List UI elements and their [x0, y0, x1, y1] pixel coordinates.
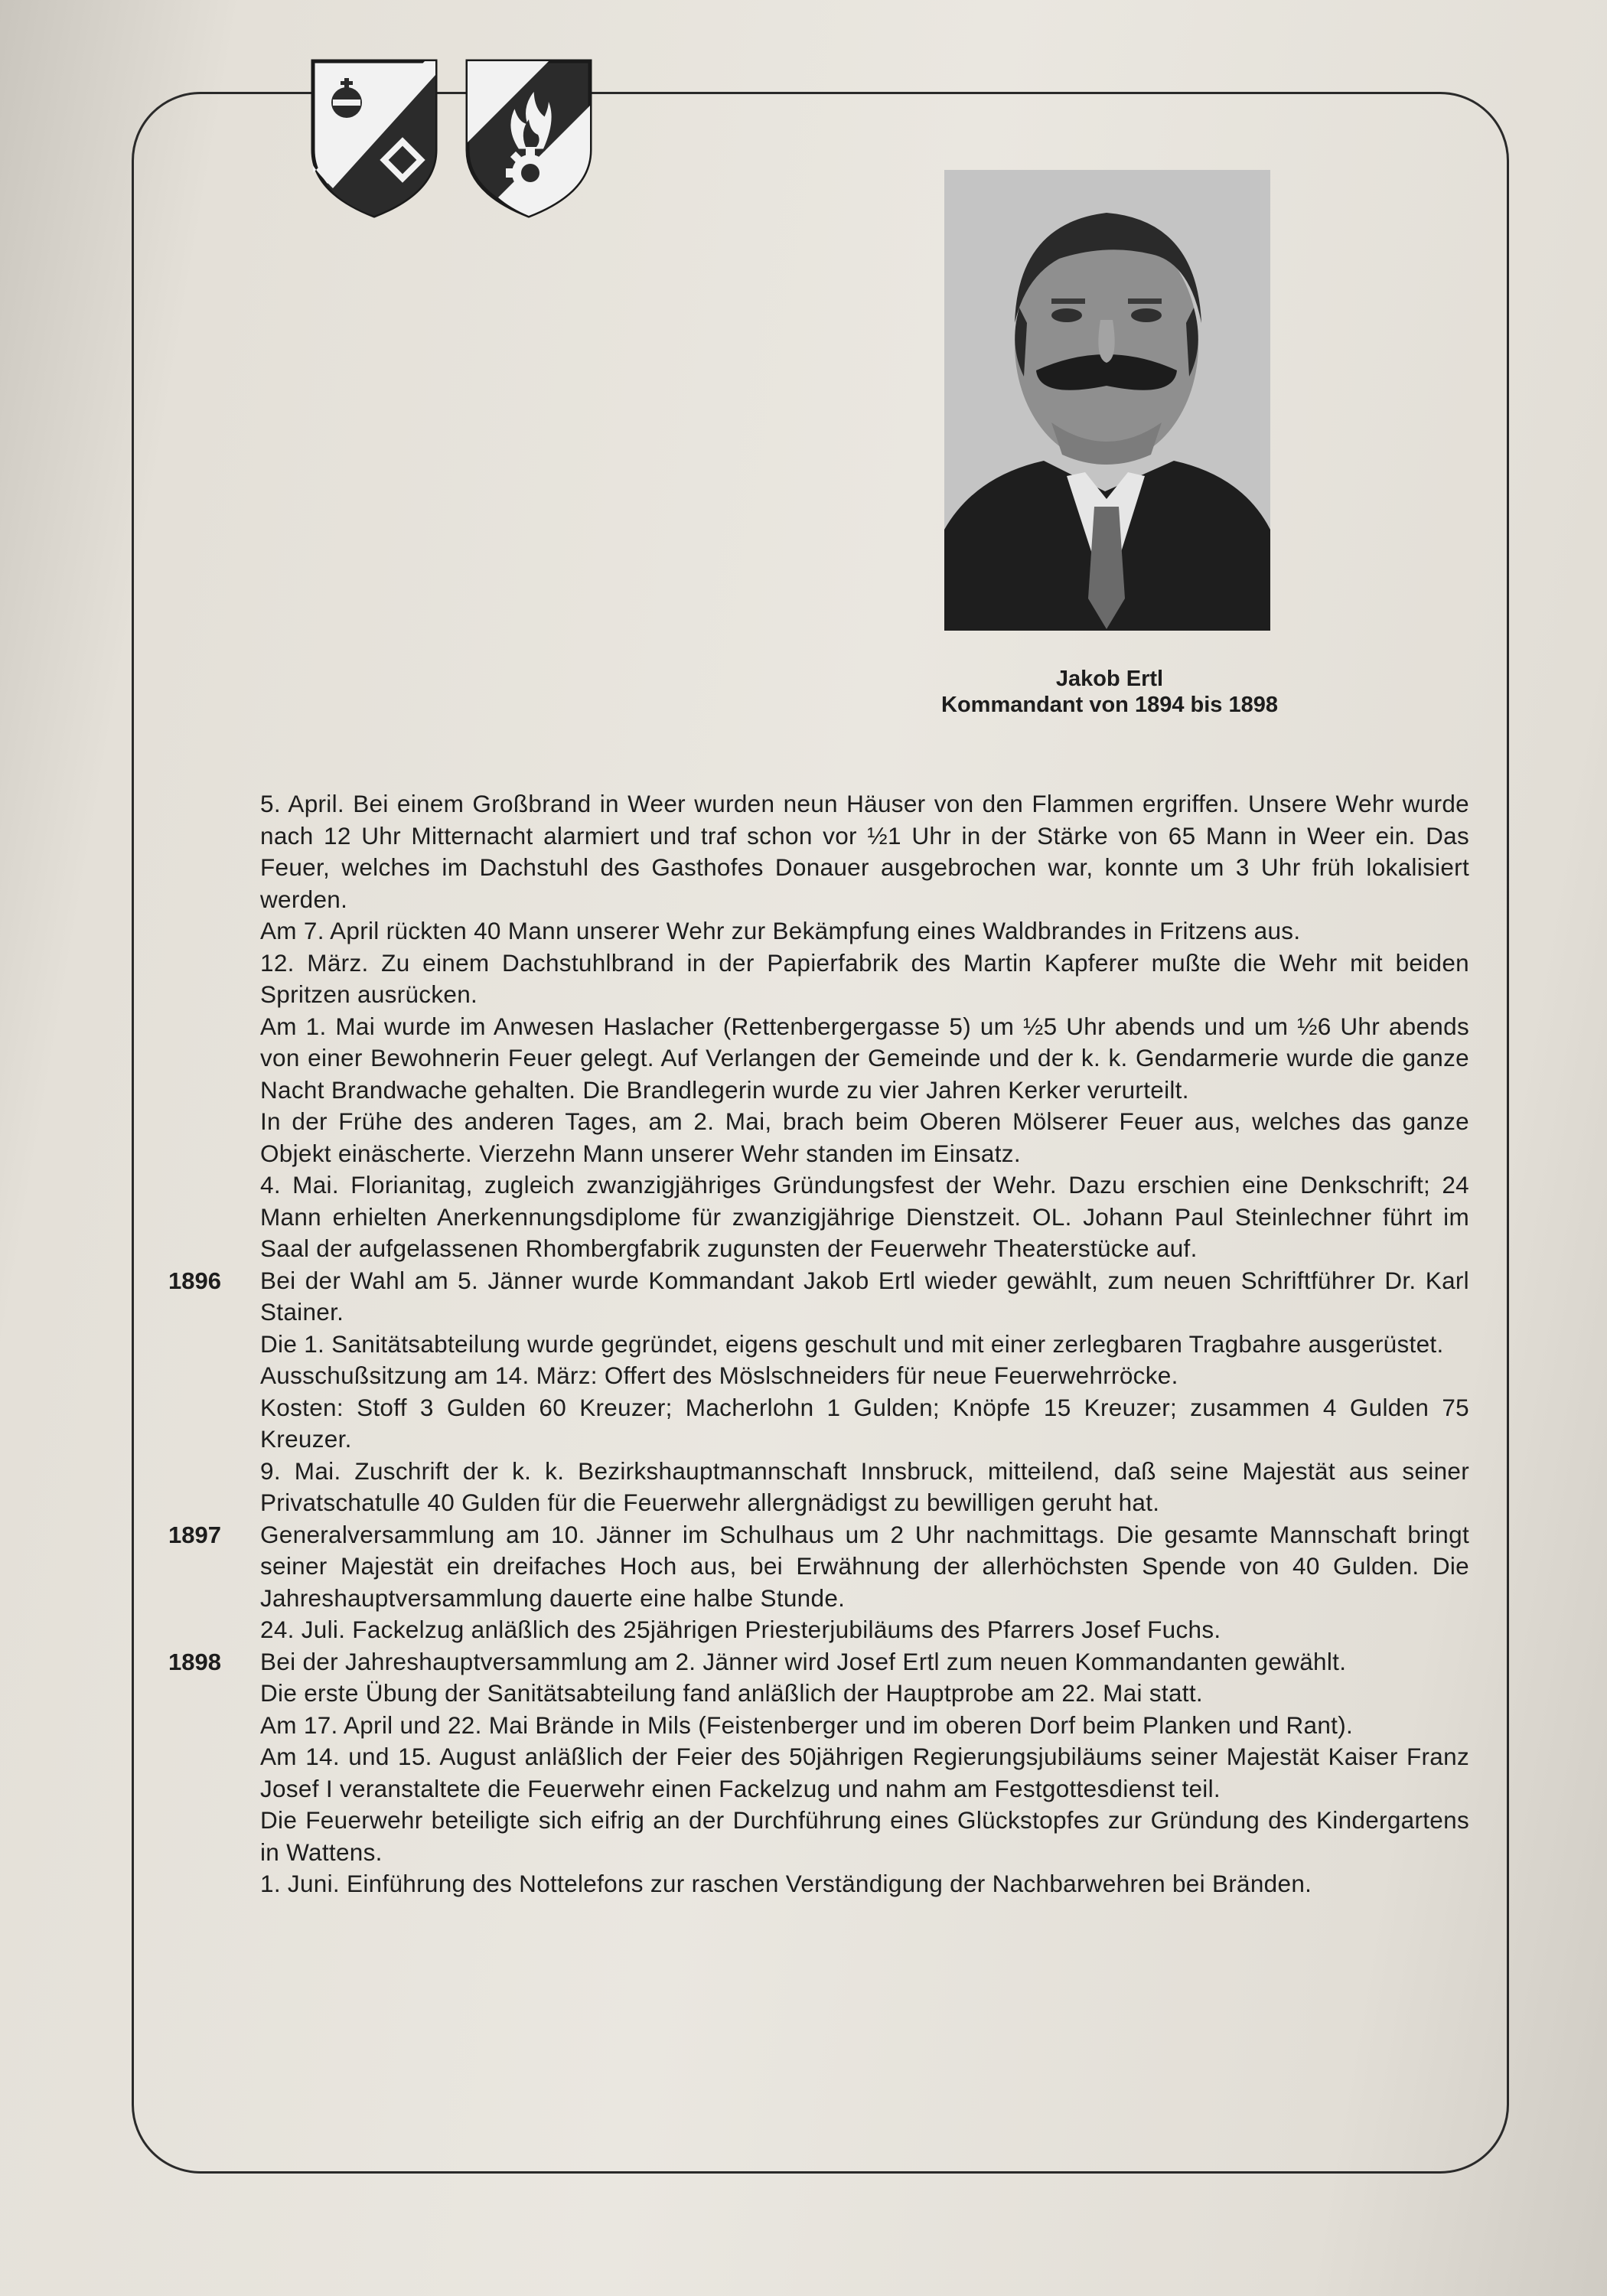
- coat-of-arms-left: [310, 58, 438, 219]
- entry-text: 4. Mai. Florianitag, zugleich zwanzigjähriges Gründungsfest der Wehr. Dazu erschien eine Denkschrift; 24 Mann erhielten Anerkennungsdiplome für zwanzigjährige Dienstzeit. OL. Johann Paul Steinlechner führt im Saal der aufgelassenen Rhombergfabrik zugunsten der Feuerwehr Theaterstücke auf.: [260, 1171, 1469, 1262]
- chronicle-entry: [168, 1392, 1469, 1456]
- chronicle-entry: [168, 1011, 1469, 1107]
- entry-year: 1897: [168, 1521, 221, 1548]
- coat-of-arms-right: [464, 58, 593, 219]
- chronicle-entry: [168, 1646, 1469, 1678]
- chronicle-entry: [168, 1456, 1469, 1519]
- chronicle-entry: [168, 1868, 1469, 1900]
- caption-role: Kommandant von 1894 bis 1898: [941, 693, 1278, 717]
- chronicle-entry: [168, 788, 1469, 915]
- chronicle-entry: [168, 1741, 1469, 1805]
- chronicle-entry: [168, 1805, 1469, 1868]
- entry-text: Am 7. April rückten 40 Mann unserer Wehr zur Bekämpfung eines Waldbrandes in Fritzens aus.: [260, 917, 1301, 944]
- chronicle-entry: [168, 1106, 1469, 1169]
- caption-name: Jakob Ertl: [1055, 667, 1164, 691]
- entry-text: 9. Mai. Zuschrift der k. k. Bezirkshauptmannschaft Innsbruck, mitteilend, daß seine Majestät aus seiner Privatschatulle 40 Gulden für die Feuerwehr allergnädigst zu bewilligen geruht hat.: [260, 1456, 1469, 1516]
- entry-text: Am 14. und 15. August anläßlich der Feier des 50jährigen Regierungsjubiläums seiner Majestät Kaiser Franz Josef I veranstaltete die Feuerwehr einen Fackelzug und nahm am Festgottesdienst teil.: [260, 1743, 1469, 1802]
- entry-text: Die Feuerwehr beteiligte sich eifrig an der Durchführung eines Glückstopfes zur Gründung des Kindergartens in Wattens.: [260, 1806, 1469, 1866]
- entry-text: Kosten: Stoff 3 Gulden 60 Kreuzer; Macherlohn 1 Gulden; Knöpfe 15 Kreuzer; zusammen 4 Gulden 75 Kreuzer.: [260, 1393, 1469, 1453]
- entry-year: 1898: [168, 1648, 221, 1675]
- entry-text: 24. Juli. Fackelzug anläßlich des 25jährigen Priesterjubiläums des Pfarrers Josef Fuchs.: [260, 1616, 1221, 1643]
- entry-text: Die 1. Sanitätsabteilung wurde gegründet, eigens geschult und mit einer zerlegbaren Tragbahre ausgerüstet.: [260, 1329, 1444, 1358]
- chronicle-entry: [168, 915, 1469, 947]
- entry-text: Ausschußsitzung am 14. März: Offert des Möslschneiders für neue Feuerwehrröcke.: [260, 1362, 1178, 1389]
- entry-text: Bei der Wahl am 5. Jänner wurde Kommandant Jakob Ertl wieder gewählt, zum neuen Schriftführer Dr. Karl Stainer.: [260, 1266, 1469, 1326]
- chronicle-entry: [168, 1519, 1469, 1615]
- entry-text: 5. April. Bei einem Großbrand in Weer wurden neun Häuser von den Flammen ergriffen. Unsere Wehr wurde nach 12 Uhr Mitternacht alarmiert und traf schon vor ½1 Uhr in der Stärke von 65 Mann in Weer ein. Das Feuer, welches im Dachstuhl des Gasthofes Donauer ausgebrochen war, konnte um 3 Uhr früh lokalisiert werden.: [260, 790, 1469, 913]
- entry-text: In der Frühe des anderen Tages, am 2. Mai, brach beim Oberen Mölserer Feuer aus, welches das ganze Objekt einäscherte. Vierzehn Mann unserer Wehr standen im Einsatz.: [260, 1107, 1469, 1167]
- chronicle-entry: [168, 947, 1469, 1011]
- chronicle-entry: [168, 1169, 1469, 1265]
- chronicle-entry: [168, 1678, 1469, 1710]
- entry-text: Am 1. Mai wurde im Anwesen Haslacher (Rettenbergergasse 5) um ½5 Uhr abends und um ½6 Uhr abends von einer Bewohnerin Feuer gelegt. Auf Verlangen der Gemeinde und der k. k. Gendarmerie wurde die ganze Nacht Brandwache gehalten. Die Brandlegerin wurde zu vier Jahren Kerker verurteilt.: [260, 1012, 1469, 1104]
- entry-text: 12. März. Zu einem Dachstuhlbrand in der Papierfabrik des Martin Kapferer mußte die Wehr mit beiden Spritzen ausrücken.: [260, 948, 1469, 1008]
- chronicle-entries: [168, 788, 1469, 1900]
- entry-year: 1896: [168, 1267, 221, 1294]
- entry-text: Bei der Jahreshauptversammlung am 2. Jänner wird Josef Ertl zum neuen Kommandanten gewählt.: [260, 1647, 1347, 1675]
- chronicle-entry: [168, 1265, 1469, 1329]
- entry-text: Die erste Übung der Sanitätsabteilung fand anläßlich der Hauptprobe am 22. Mai statt.: [260, 1679, 1203, 1707]
- portrait-photo: [944, 170, 1270, 631]
- chronicle-entry: [168, 1360, 1469, 1392]
- entry-text: Generalversammlung am 10. Jänner im Schulhaus um 2 Uhr nachmittags. Die gesamte Mannschaft bringt seiner Majestät ein dreifaches Hoch aus, bei Erwähnung der allerhöchsten Spende von 40 Gulden. Die Jahreshauptversammlung dauerte eine halbe Stunde.: [260, 1520, 1469, 1612]
- chronicle-entry: [168, 1710, 1469, 1742]
- chronicle-entry: [168, 1614, 1469, 1646]
- entry-text: Am 17. April und 22. Mai Brände in Mils (Feistenberger und im oberen Dorf beim Planken und Rant).: [260, 1711, 1354, 1739]
- chronicle-entry: [168, 1329, 1469, 1361]
- entry-text: 1. Juni. Einführung des Nottelefons zur raschen Verständigung der Nachbarwehren bei Bränden.: [260, 1870, 1312, 1897]
- portrait-caption: [903, 666, 1316, 718]
